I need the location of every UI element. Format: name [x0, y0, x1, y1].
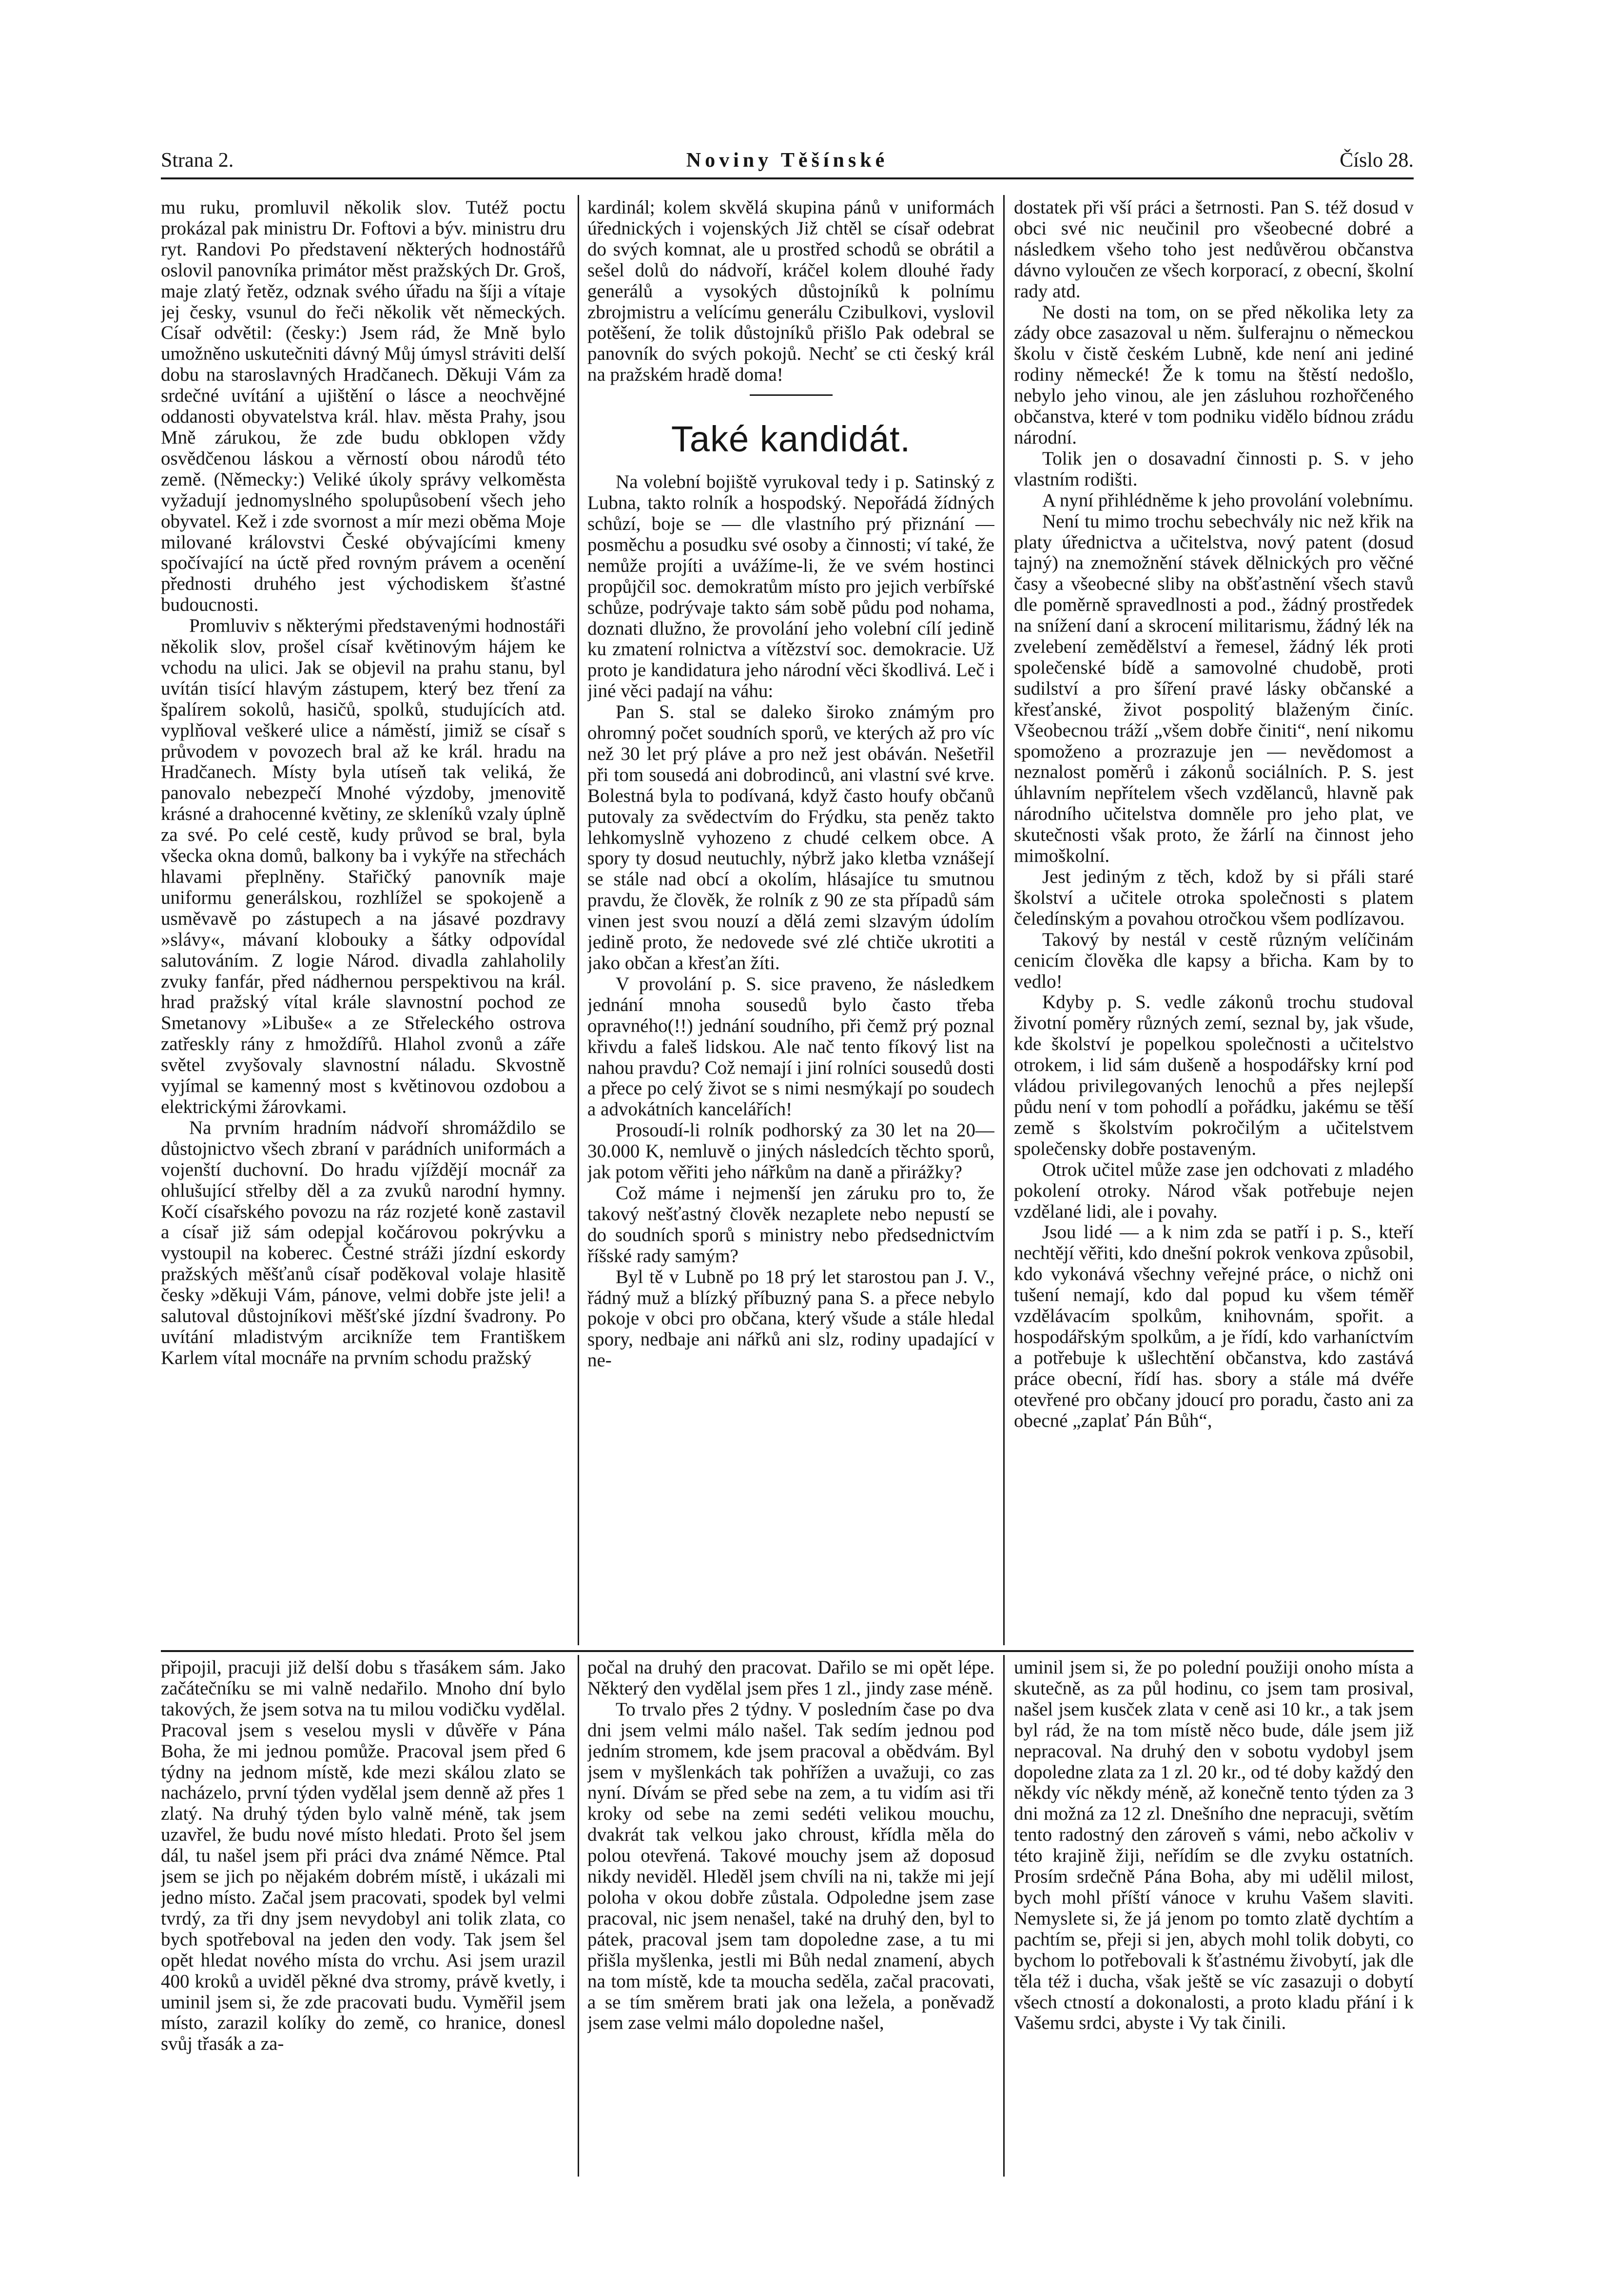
paragraph: Otrok učitel může zase jen odchovati z mladého pokolení otroky. Národ však potřebuje nejen vzdělané lidi, ale i povahy. — [1014, 1159, 1414, 1222]
paragraph: Na volební bojiště vyrukoval tedy i p. Satinský z Lubna, takto rolník a hospodský. Nepořádá žídných schůzí, boje se — dle vlastního prý přiznání — posměchu a posudku své osoby a činnosti; ví také, že nemůže projíti a uvážíme-li, že ve svém hostinci propůjčil soc. demokratům místo pro jejich verbířské schůze, podrývaje takto sám sobě půdu pod nohama, doznati dlužno, že provolání jeho volební cílí jedině ku zmatení rolnictva a vítězství soc. demokracie. Už proto je kandidatura jeho národní věci škodlivá. Leč i jiné věci padají na váhu: — [587, 471, 994, 702]
paragraph: Není tu mimo trochu sebechvály nic než křik na platy úřednictva a učitelstva, nový patent (dosud tajný) na znemožnění stávek dělnických pro věčné časy a všeobecné sliby na obšťastnění všech stavů dle poměrně spravedlnosti a pod., žádný prostředek na snížení daní a skrocení militarismu, žádný lék na zvelebení zemědělství a řemesel, žádný lék proti společenské bídě a samovolné chudobě, proti sudilství a pro šíření pravé lásky občanské a křesťanské, život pospolitý blaženým činíc. Všeobecnou tráží „všem dobře činiti“, není nikomu spomoženo a prozrazuje jen — nevědomost a neznalost poměrů i zákonů sociálních. P. S. jest úhlavním nepřítelem všech vzdělanců, hlavně pak národního učitelstva domněle pro jeho plat, ve skutečnosti však proto, že žárlí na činnost jeho mimoškolní. — [1014, 510, 1414, 867]
paragraph: Pan S. stal se daleko široko známým pro ohromný počet soudních sporů, ve kterých až pro víc než 30 let prý pláve a pro než jest obáván. Nešetřil při tom sousedá ani dobrodinců, ani vlastní své krve. Bolestná byla to podívaná, když často houfy občanů putovaly za svědectvím do Frýdku, sta peněz takto lehkomyslně vyhozeno z chudé celkem obce. A spory ty dosud neutuchly, nýbrž jako kletba vznášejí se stále nad obcí a okolím, hlásajíce tu smutnou pravdu, že člověk, že rolník z 90 ze sta případů sám vinen jest svou nouzí a dělá zemi slzavým údolím jedině proto, že nedovede své zlé chtiče ukrotiti a jako občan a křesťan žíti. — [587, 701, 994, 973]
page-number: Strana 2. — [161, 149, 234, 172]
bottom-column-1 — [161, 1657, 565, 2174]
paragraph: Tolik jen o dosavadní činnosti p. S. v jeho vlastním rodišti. — [1014, 448, 1414, 490]
paragraph: To trvalo přes 2 týdny. V posledním čase po dva dni jsem velmi málo našel. Tak sedím jednou pod jedním stromem, kde jsem pracoval a obědvám. Byl jsem v myšlenkách tak pohřížen a uvažuji, co zas nyní. Dívám se před sebe na zem, a tu vidím asi tři kroky od sebe na zemi sedéti velikou mouchu, dvakrát tak velkou jako chroust, křídla měla do polou otevřená. Takové mouchy jsem až doposud nikdy neviděl. Hleděl jsem chvíli na ni, takže mi její poloha v okou dobře zůstala. Odpoledne jsem zase pracoval, nic jsem nenašel, také na druhý den, byl to pátek, pracoval jsem tam dopoledne zase, a tu mi přišla myšlenka, jestli mi Bůh nedal znamení, abych na tom místě, kde ta moucha seděla, začal pracovati, a se tím směrem brati jak ona ležela, a poněvadž jsem zase velmi málo dopoledne našel, — [587, 1698, 994, 2034]
paragraph: A nyní přihlédněme k jeho provolání volebnímu. — [1042, 489, 1414, 511]
column-divider — [578, 1655, 579, 2177]
separator-rule — [750, 394, 833, 396]
top-column-3 — [1014, 197, 1414, 1643]
top-column-2 — [587, 197, 994, 1643]
column-divider — [578, 195, 579, 1645]
paragraph: Jsou lidé — a k nim zda se patří i p. S., kteří nechtějí věřiti, kdo dnešní pokrok venkova způsobil, kdo vykonává všechny veřejné práce, o nichž oni tušení nemají, kdo dal popud ku všem téměř vzdělávacím spolkům, knihovnám, spořit. a hospodářským spolkům, a je řídí, kdo varhaníctvím a potřebuje k ušlechtění občanstva, kdo zastává práce obecní, řídí has. sbory a stále má dvéře otevřené pro občany jdoucí pro poradu, často ani za obecné „zaplať Pán Bůh“, — [1014, 1222, 1414, 1431]
column-divider — [1003, 195, 1005, 1645]
paragraph: V provolání p. S. sice praveno, že následkem jednání mnoha sousedů bylo často třeba opravného(!!) jednání soudního, při čemž prý poznal křivdu a faleš lidskou. Ale nač tento fíkový list na nahou pravdu? Což nemají i jiní rolníci sousedů dosti a přece po celý život se s nimi nesmýkají po soudech a advokátních kancelářích! — [587, 973, 994, 1120]
paragraph: kardinál; kolem skvělá skupina pánů v uniformách úřednických i vojenských Již chtěl se císař odebrat do svých komnat, ale u prostřed schodů se obrátil a sešel dolů do nádvoří, kráčel kolem dlouhé řady generálů a vysokých důstojníků k polnímu zbrojmistru a velícímu generálu Czibulkovi, vyslovil potěšení, že tolik důstojníků přišlo Pak odebral se panovník do svých pokojů. Nechť se cti český král na pražském hradě doma! — [587, 197, 994, 386]
paragraph: připojil, pracuji již delší dobu s třasákem sám. Jako začátečníku se mi valně nedařilo. Mnoho dní bylo takových, že jsem sotva na tu milou vodičku vydělal. Pracoval jsem s veselou mysli v důvěře v Pána Boha, že mi jednou pomůže. Pracoval jsem před 6 týdny na jednom místě, kde mezi skálou zlato se nacházelo, první týden vydělal jsem denně až přes 1 zlatý. Na druhý týden bylo valně méně, tak jsem uzavřel, že budu nové místo hledati. Proto šel jsem dál, tu našel jsem při práci dva známé Němce. Ptal jsem se jich po nějakém dobrém místě, i ukázali mi jedno místo. Začal jsem pracovati, spodek byl velmi tvrdý, za tři dny jsem nevydobyl ani tolik zlata, co bych spotřeboval na jeden den vody. Tak jsem šel opět hledat nového místa do vrchu. Asi jsem urazil 400 kroků a uviděl pěkné dva stromy, právě kvetly, i uminil jsem si, že zde pracovati budu. Vyměřil jsem místo, zarazil kolíky do země, co hranice, donesl svůj třasák a za- — [161, 1657, 565, 2055]
paragraph: Promluviv s některými představenými hodnostáři několik slov, prošel císař květinovým hájem ke vchodu na ulici. Jak se objevil na prahu stanu, byl uvítán tisící hlavým zástupem, který bez tření za špalírem sokolů, hasičů, spolků, studujících atd. vyplňoval veškeré ulice a náměstí, jimiž se císař s průvodem v povozech bral až ke král. hradu na Hradčanech. Místy byla utíseň tak veliká, že panovalo nebezpečí Mnohé výzdoby, jmenovitě krásné a drahocenné květiny, ze skleníků vzaly úplně za své. Po celé cestě, kudy průvod se bral, byla všecka okna domů, balkony ba i vykýře na střechách hlavami přeplněny. Stařičký panovník maje uniformu generálskou, rozhlížel se spokojeně a usměvavě po zástupech a na jásavé pozdravy »slávy«, mávaní klobouky a šátky odpovídal salutováním. Z logie Národ. divadla zahlaholily zvuky fanfár, před nádhernou perspektivou na král. hrad pražský vítal krále slavnostní pochod ze Smetanovy »Libuše« a ze Střeleckého ostrova zatřeskly rány z hmoždířů. Hlahol zvonů a záře světel zvyšovaly slavnostní náladu. Skvostně vyjímal se kamenný most s květinovou ozdobou a elektrickými žárovkami. — [161, 615, 565, 1117]
paragraph: počal na druhý den pracovat. Dařilo se mi opět lépe. Některý den vydělal jsem přes 1 zl., jindy zase méně. — [587, 1657, 994, 1699]
issue-number: Číslo 28. — [1340, 149, 1414, 172]
paragraph: Byl tě v Lubně po 18 prý let starostou pan J. V., řádný muž a blízký příbuzný pana S. a přece nebylo pokoje v obci pro občana, který všude a stále hledal spory, nedbaje ani nářků ani slz, rodiny upadající v ne- — [587, 1266, 994, 1371]
section-rule — [161, 1650, 1414, 1652]
paragraph: Ne dosti na tom, on se před několika lety za zády obce zasazoval u něm. šulferajnu o německou školu v čistě českém Lubně, kde není ani jediné rodiny německé! Že k tomu na štěstí nedošlo, nebylo jeho vinou, ale jen zásluhou rozhořčeného občanstva, které v tom podniku vidělo bídnou zrádu národní. — [1014, 301, 1414, 448]
bottom-column-3 — [1014, 1657, 1414, 2174]
column-divider — [1003, 1655, 1005, 2177]
paragraph: Prosoudí-li rolník podhorský za 30 let na 20—30.000 K, nemluvě o jiných následcích těchto sporů, jak potom věřiti jeho nářkům na daně a přirážky? — [587, 1120, 994, 1183]
newspaper-title: Noviny Těšínské — [686, 149, 889, 172]
header-rule — [161, 177, 1414, 179]
paragraph: dostatek při vší práci a šetrnosti. Pan S. též dosud v obci své nic neučinil pro všeobecné dobré a následkem všeho toho jest nedůvěrou občanstva dávno vyloučen ze všech korporací, z obecní, školní rady atd. — [1014, 197, 1414, 302]
paragraph: Což máme i nejmenší jen záruku pro to, že takový nešťastný člověk nezaplete nebo nepustí se do soudních sporů s ministry nebo předsednictvím říšské rady samým? — [587, 1182, 994, 1266]
paragraph: Takový by nestál v cestě různým velíčinám cenicím člověka dle kapsy a břicha. Kam by to vedlo! — [1014, 929, 1414, 992]
article-title: Také kandidát. — [671, 419, 911, 460]
page-header — [161, 147, 1414, 174]
paragraph: mu ruku, promluvil několik slov. Tutéž poctu prokázal pak ministru Dr. Foftovi a býv. ministru dru ryt. Randovi Po představení některých hodnostářů oslovil panovníka primátor měst pražských Dr. Groš, maje zlatý řetěz, odznak svého úřadu na šíji a vítaje jej česky, vsunul do řeči několik vět německých. Císař odvětil: (česky:) Jsem rád, že Mně bylo umožněno uskutečniti dávný Můj úmysl stráviti delší dobu na staroslavných Hradčanech. Děkuji Vám za srdečné uvítání a ujištění o lásce a neochvějné oddanosti obyvatelstva král. hlav. města Prahy, jsou Mně zárukou, že zde budu obklopen vždy osvědčenou láskou a věrností obou národů této země. (Německy:) Veliké úkoly správy velkoměsta vyžadují jednomyslného spolupůsobení všech jeho obyvatel. Kež i zde svornost a mír mezi oběma Moje milované královstvi České obývajícími kmeny spočívající na úctě před rovným právem a ocenění přednosti druhého jest východiskem šťastné budoucnosti. — [161, 197, 565, 616]
top-column-1 — [161, 197, 565, 1643]
bottom-column-2 — [587, 1657, 994, 2174]
paragraph: Jest jediným z těch, kdož by si přáli staré školství a učitele otroka společnosti s platem čeledínským a povahou otročkou všem podlízavou. — [1014, 866, 1414, 929]
paragraph: uminil jsem si, že po polední použiji onoho místa a skutečně, as za půl hodinu, co jsem tam prosival, našel jsem kusček zlata v ceně asi 10 kr., a tak jsem byl rád, že na tom místě něco bude, dále jsem již nepracoval. Na druhý den v sobotu vydobyl jsem dopoledne zlata za 1 zl. 20 kr., od té doby každý den někdy víc někdy méně, až konečně tento týden za 3 dni možná za 12 zl. Dnešního dne nepracuji, světím tento radostný den zároveň s vámi, nebo ačkoliv v této krajině žiji, neřídím se dle zvyku ostatních. Prosím srdečně Pána Boha, aby mi udělil milost, bych mohl příští vánoce v kruhu Vašem slaviti. Nemyslete si, že já jenom po tomto zlatě dychtím a pachtím se, přeji si jen, abych mohl tolik dobyti, co bychom lo potřebovali k šťastnému živobytí, jak dle těla též i ducha, však ještě se víc zasazuji o dobytí všech ctností a dokonalosti, a proto kladu přání i k Vašemu srdci, abyste i Vy tak činili. — [1014, 1657, 1414, 2034]
paragraph: Kdyby p. S. vedle zákonů trochu studoval životní poměry různých zemí, seznal by, jak všude, kde školství je popelkou společnosti a učitelstvo otrokem, i lid sám dušeně a hospodářsky krní pod vládou privilegovaných lenochů a přes nejlepší půdu není v tom pohodlí a pořádku, jakému se těší země s školstvím pokročilým a učitelstvem společensky dobře postaveným. — [1014, 992, 1414, 1159]
paragraph: Na prvním hradním nádvoří shromáždilo se důstojnictvo všech zbraní v parádních uniformách a vojenští duchovní. Do hradu vjíždějí mocnář za ohlušující střelby děl a za zvuků narodní hymny. Kočí císařského povozu na ráz rozjeté koně zastavil a císař již sám odepjal kočárovou pokrývku a vystoupil na koberec. Čestné stráži jízdní eskordy pražských měšťanů císař poděkoval volaje hlasitě česky »děkuji Vám, pánove, velmi dobře jste jeli! a salutoval důstojníkovi měšťské jízdní švadrony. Po uvítání mladistvým arcikníže tem Františkem Karlem vítal mocnáře na prvním schodu pražský — [161, 1117, 565, 1368]
